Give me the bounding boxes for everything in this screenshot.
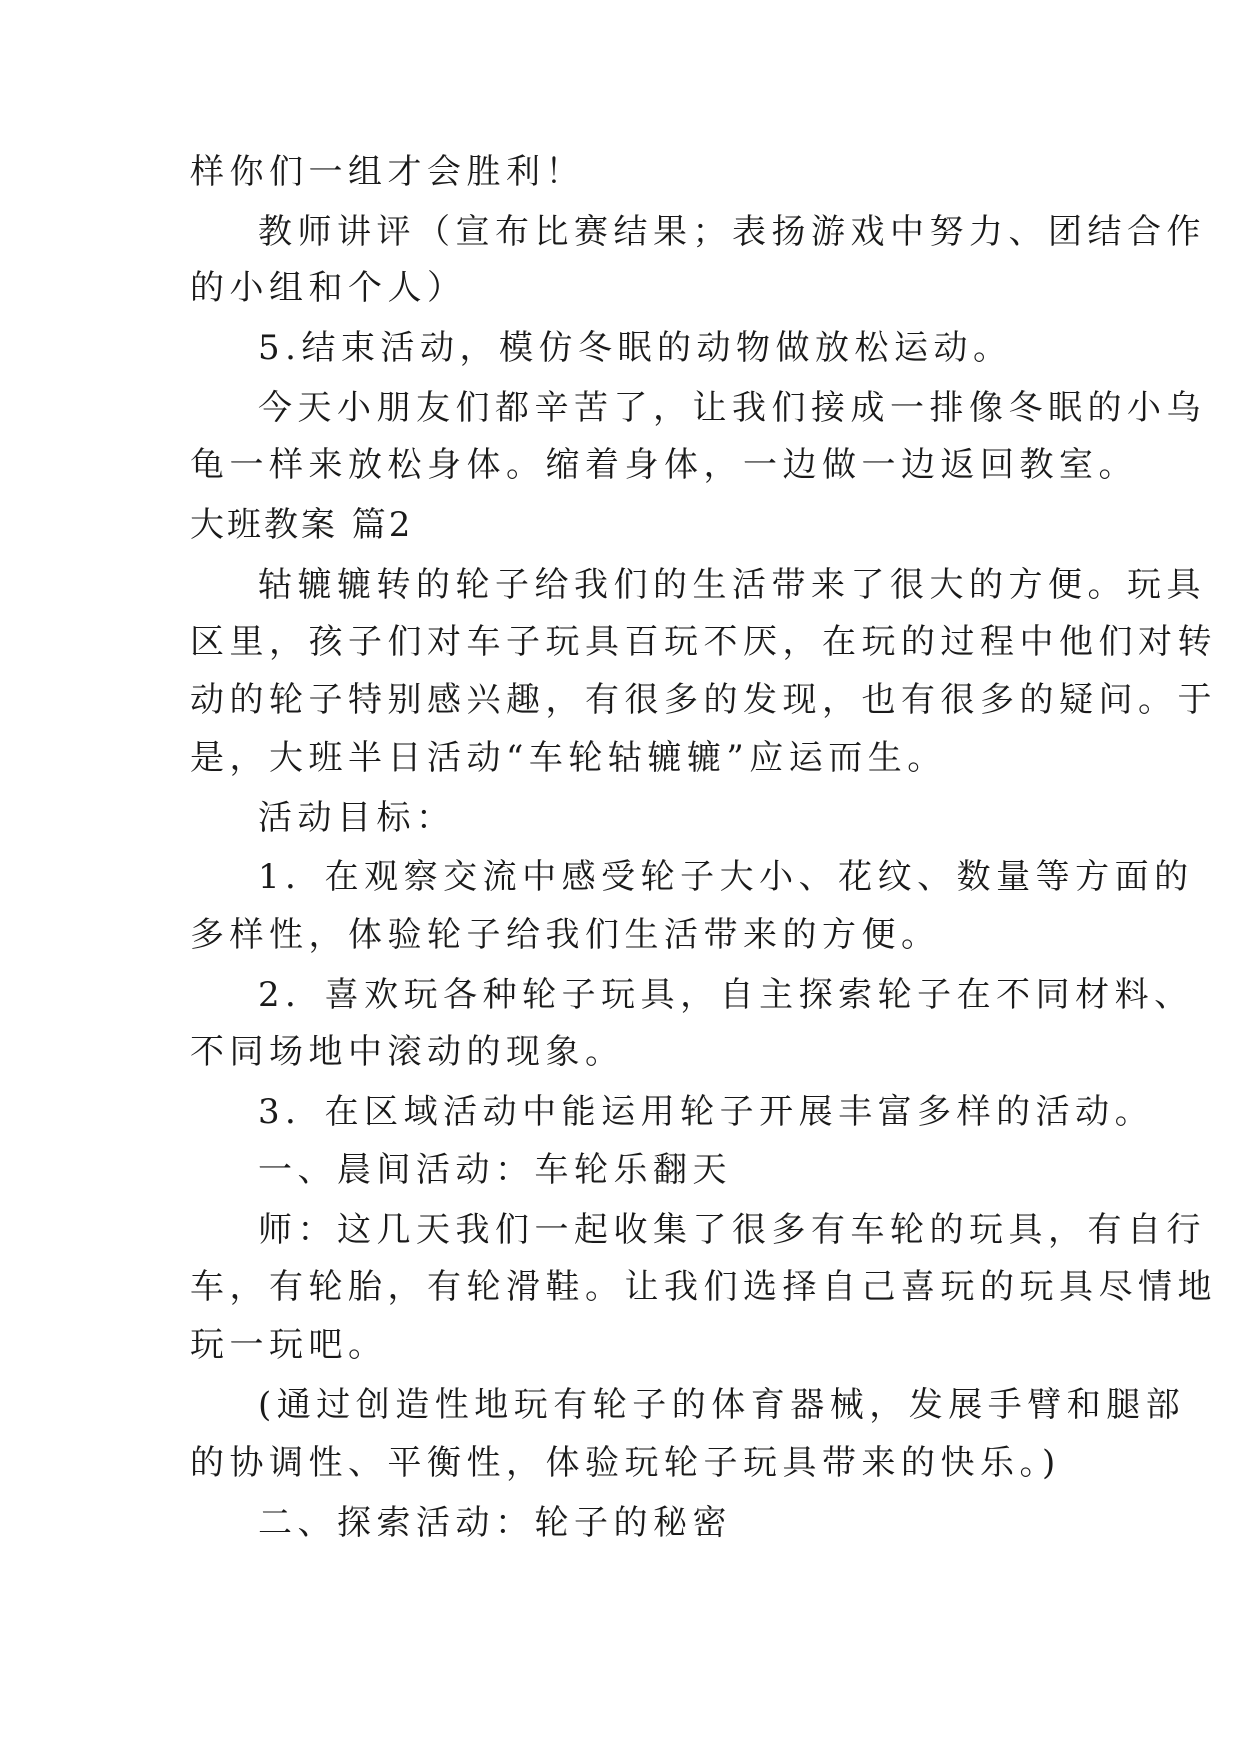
- section-subheading: 一、晨间活动：车轮乐翻天: [258, 1150, 732, 1190]
- list-item: 3．在区域活动中能运用轮子开展丰富多样的活动。: [258, 1092, 1155, 1132]
- paragraph-line: 轱辘辘转的轮子给我们的生活带来了很大的方便。玩具: [258, 565, 1206, 605]
- paragraph-line: 龟一样来放松身体。缩着身体，一边做一边返回教室。: [190, 445, 1138, 485]
- paragraph-line: 的协调性、平衡性，体验玩轮子玩具带来的快乐。): [190, 1443, 1061, 1483]
- paragraph-line: 动的轮子特别感兴趣，有很多的发现，也有很多的疑问。于: [190, 680, 1217, 720]
- paragraph-line: 多样性，体验轮子给我们生活带来的方便。: [190, 915, 941, 955]
- paragraph-line: 5.结束活动，模仿冬眠的动物做放松运动。: [258, 328, 1013, 368]
- paragraph-line: 是，大班半日活动“车轮轱辘辘”应运而生。: [190, 738, 947, 778]
- list-item: 2．喜欢玩各种轮子玩具，自主探索轮子在不同材料、: [258, 975, 1194, 1015]
- paragraph-line: 不同场地中滚动的现象。: [190, 1032, 625, 1072]
- paragraph-line: 今天小朋友们都辛苦了，让我们接成一排像冬眠的小乌: [258, 388, 1206, 428]
- paragraph-line: 活动目标：: [258, 798, 456, 838]
- paragraph-line: 样你们一组才会胜利！: [190, 152, 585, 192]
- list-item: 1．在观察交流中感受轮子大小、花纹、数量等方面的: [258, 857, 1194, 897]
- paragraph-line: 的小组和个人）: [190, 268, 467, 308]
- paragraph-line: 教师讲评（宣布比赛结果；表扬游戏中努力、团结合作: [258, 212, 1206, 252]
- paragraph-line: 师：这几天我们一起收集了很多有车轮的玩具，有自行: [258, 1210, 1206, 1250]
- paragraph-line: 玩一玩吧。: [190, 1325, 388, 1365]
- section-heading: 大班教案 篇2: [190, 505, 414, 545]
- paragraph-line: 车，有轮胎，有轮滑鞋。让我们选择自己喜玩的玩具尽情地: [190, 1267, 1217, 1307]
- section-subheading: 二、探索活动：轮子的秘密: [258, 1503, 732, 1543]
- paragraph-line: (通过创造性地玩有轮子的体育器械，发展手臂和腿部: [258, 1385, 1186, 1425]
- paragraph-line: 区里，孩子们对车子玩具百玩不厌，在玩的过程中他们对转: [190, 622, 1217, 662]
